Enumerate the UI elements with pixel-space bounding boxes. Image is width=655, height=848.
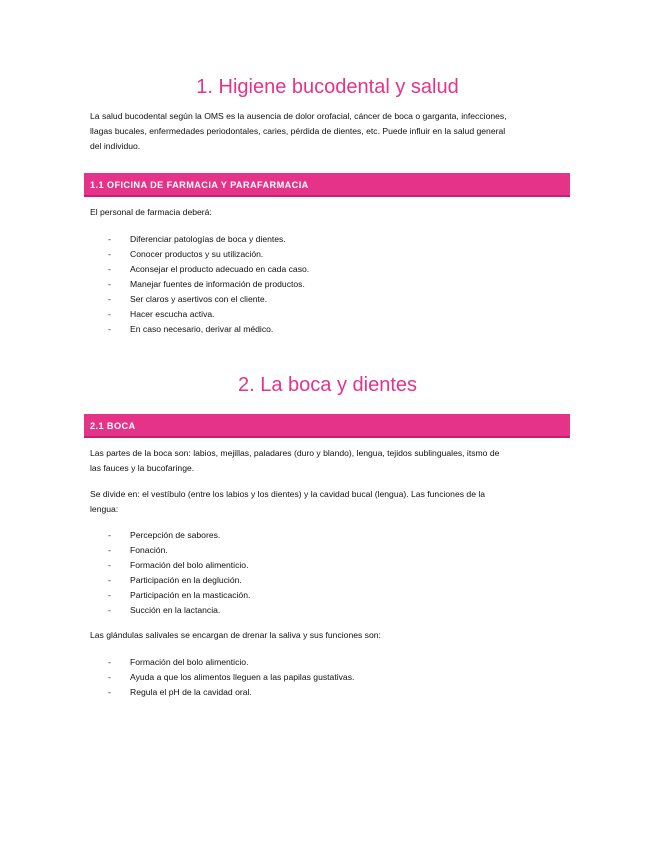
- mouth-division-paragraph: [90, 487, 568, 517]
- list-item: - Regula el pH de la cavidad oral.: [104, 685, 564, 700]
- list-item: - Conocer productos y su utilización.: [104, 247, 564, 262]
- bullet-dash: -: [108, 309, 111, 319]
- bullet-dash: -: [108, 545, 111, 555]
- bullet-dash: -: [108, 324, 111, 334]
- pharmacy-staff-lead: El personal de farmacia deberá:: [90, 207, 212, 217]
- paragraph-line: lengua:: [90, 504, 119, 514]
- bullet-dash: -: [108, 590, 111, 600]
- section-2-title: 2. La boca y dientes: [237, 374, 417, 396]
- bullet-dash: -: [108, 672, 111, 682]
- paragraph-line: Se divide en: el vestíbulo (entre los labios y los dientes) y la cavidad bucal (lengua). Las funciones de la: [90, 489, 486, 499]
- bullet-dash: -: [108, 264, 111, 274]
- paragraph-line: Las partes de la boca son: labios, mejillas, paladares (duro y blando), lengua, tejidos sublinguales, itsmo de: [90, 448, 500, 458]
- list-item: - Hacer escucha activa.: [104, 307, 564, 322]
- list-item: - Participación en la masticación.: [104, 588, 564, 603]
- list-item: - Fonación.: [104, 543, 564, 558]
- intro-line: llagas bucales, enfermedades periodontales, caries, pérdida de dientes, etc. Puede influir en la salud general: [90, 126, 506, 136]
- salivary-functions-list: [104, 655, 564, 700]
- list-item: - Succión en la lactancia.: [104, 603, 564, 618]
- bullet-dash: -: [108, 279, 111, 289]
- list-item: - Participación en la deglución.: [104, 573, 564, 588]
- mouth-parts-paragraph: [90, 446, 568, 476]
- section-1-title: 1. Higiene bucodental y salud: [196, 76, 459, 98]
- bullet-dash: -: [108, 249, 111, 259]
- intro-line: La salud bucodental según la OMS es la ausencia de dolor orofacial, cáncer de boca o garganta, infecciones,: [90, 111, 507, 121]
- section-1-intro: [90, 109, 568, 154]
- salivary-glands-lead: Las glándulas salivales se encargan de drenar la saliva y sus funciones son:: [90, 630, 381, 640]
- bullet-dash: -: [108, 530, 111, 540]
- list-item: - Ser claros y asertivos con el cliente.: [104, 292, 564, 307]
- paragraph-line: las fauces y la bucofaringe.: [90, 463, 195, 473]
- intro-line: del individuo.: [90, 141, 141, 151]
- bullet-dash: -: [108, 687, 111, 697]
- bullet-dash: -: [108, 294, 111, 304]
- list-item: - Formación del bolo alimenticio.: [104, 558, 564, 573]
- tongue-functions-list: [104, 528, 564, 618]
- bullet-dash: -: [108, 560, 111, 570]
- list-item: - Manejar fuentes de información de productos.: [104, 277, 564, 292]
- bullet-dash: -: [108, 234, 111, 244]
- bullet-dash: -: [108, 575, 111, 585]
- list-item: - Percepción de sabores.: [104, 528, 564, 543]
- subsection-2-1-header: 2.1 BOCA: [84, 414, 570, 438]
- list-item: - Ayuda a que los alimentos lleguen a las papilas gustativas.: [104, 670, 564, 685]
- pharmacy-staff-list: [104, 232, 564, 337]
- list-item: - En caso necesario, derivar al médico.: [104, 322, 564, 337]
- bullet-dash: -: [108, 605, 111, 615]
- bullet-dash: -: [108, 657, 111, 667]
- list-item: - Aconsejar el producto adecuado en cada caso.: [104, 262, 564, 277]
- subsection-1-1-header: 1.1 OFICINA DE FARMACIA Y PARAFARMACIA: [84, 173, 570, 197]
- list-item: - Formación del bolo alimenticio.: [104, 655, 564, 670]
- list-item: - Diferenciar patologías de boca y dientes.: [104, 232, 564, 247]
